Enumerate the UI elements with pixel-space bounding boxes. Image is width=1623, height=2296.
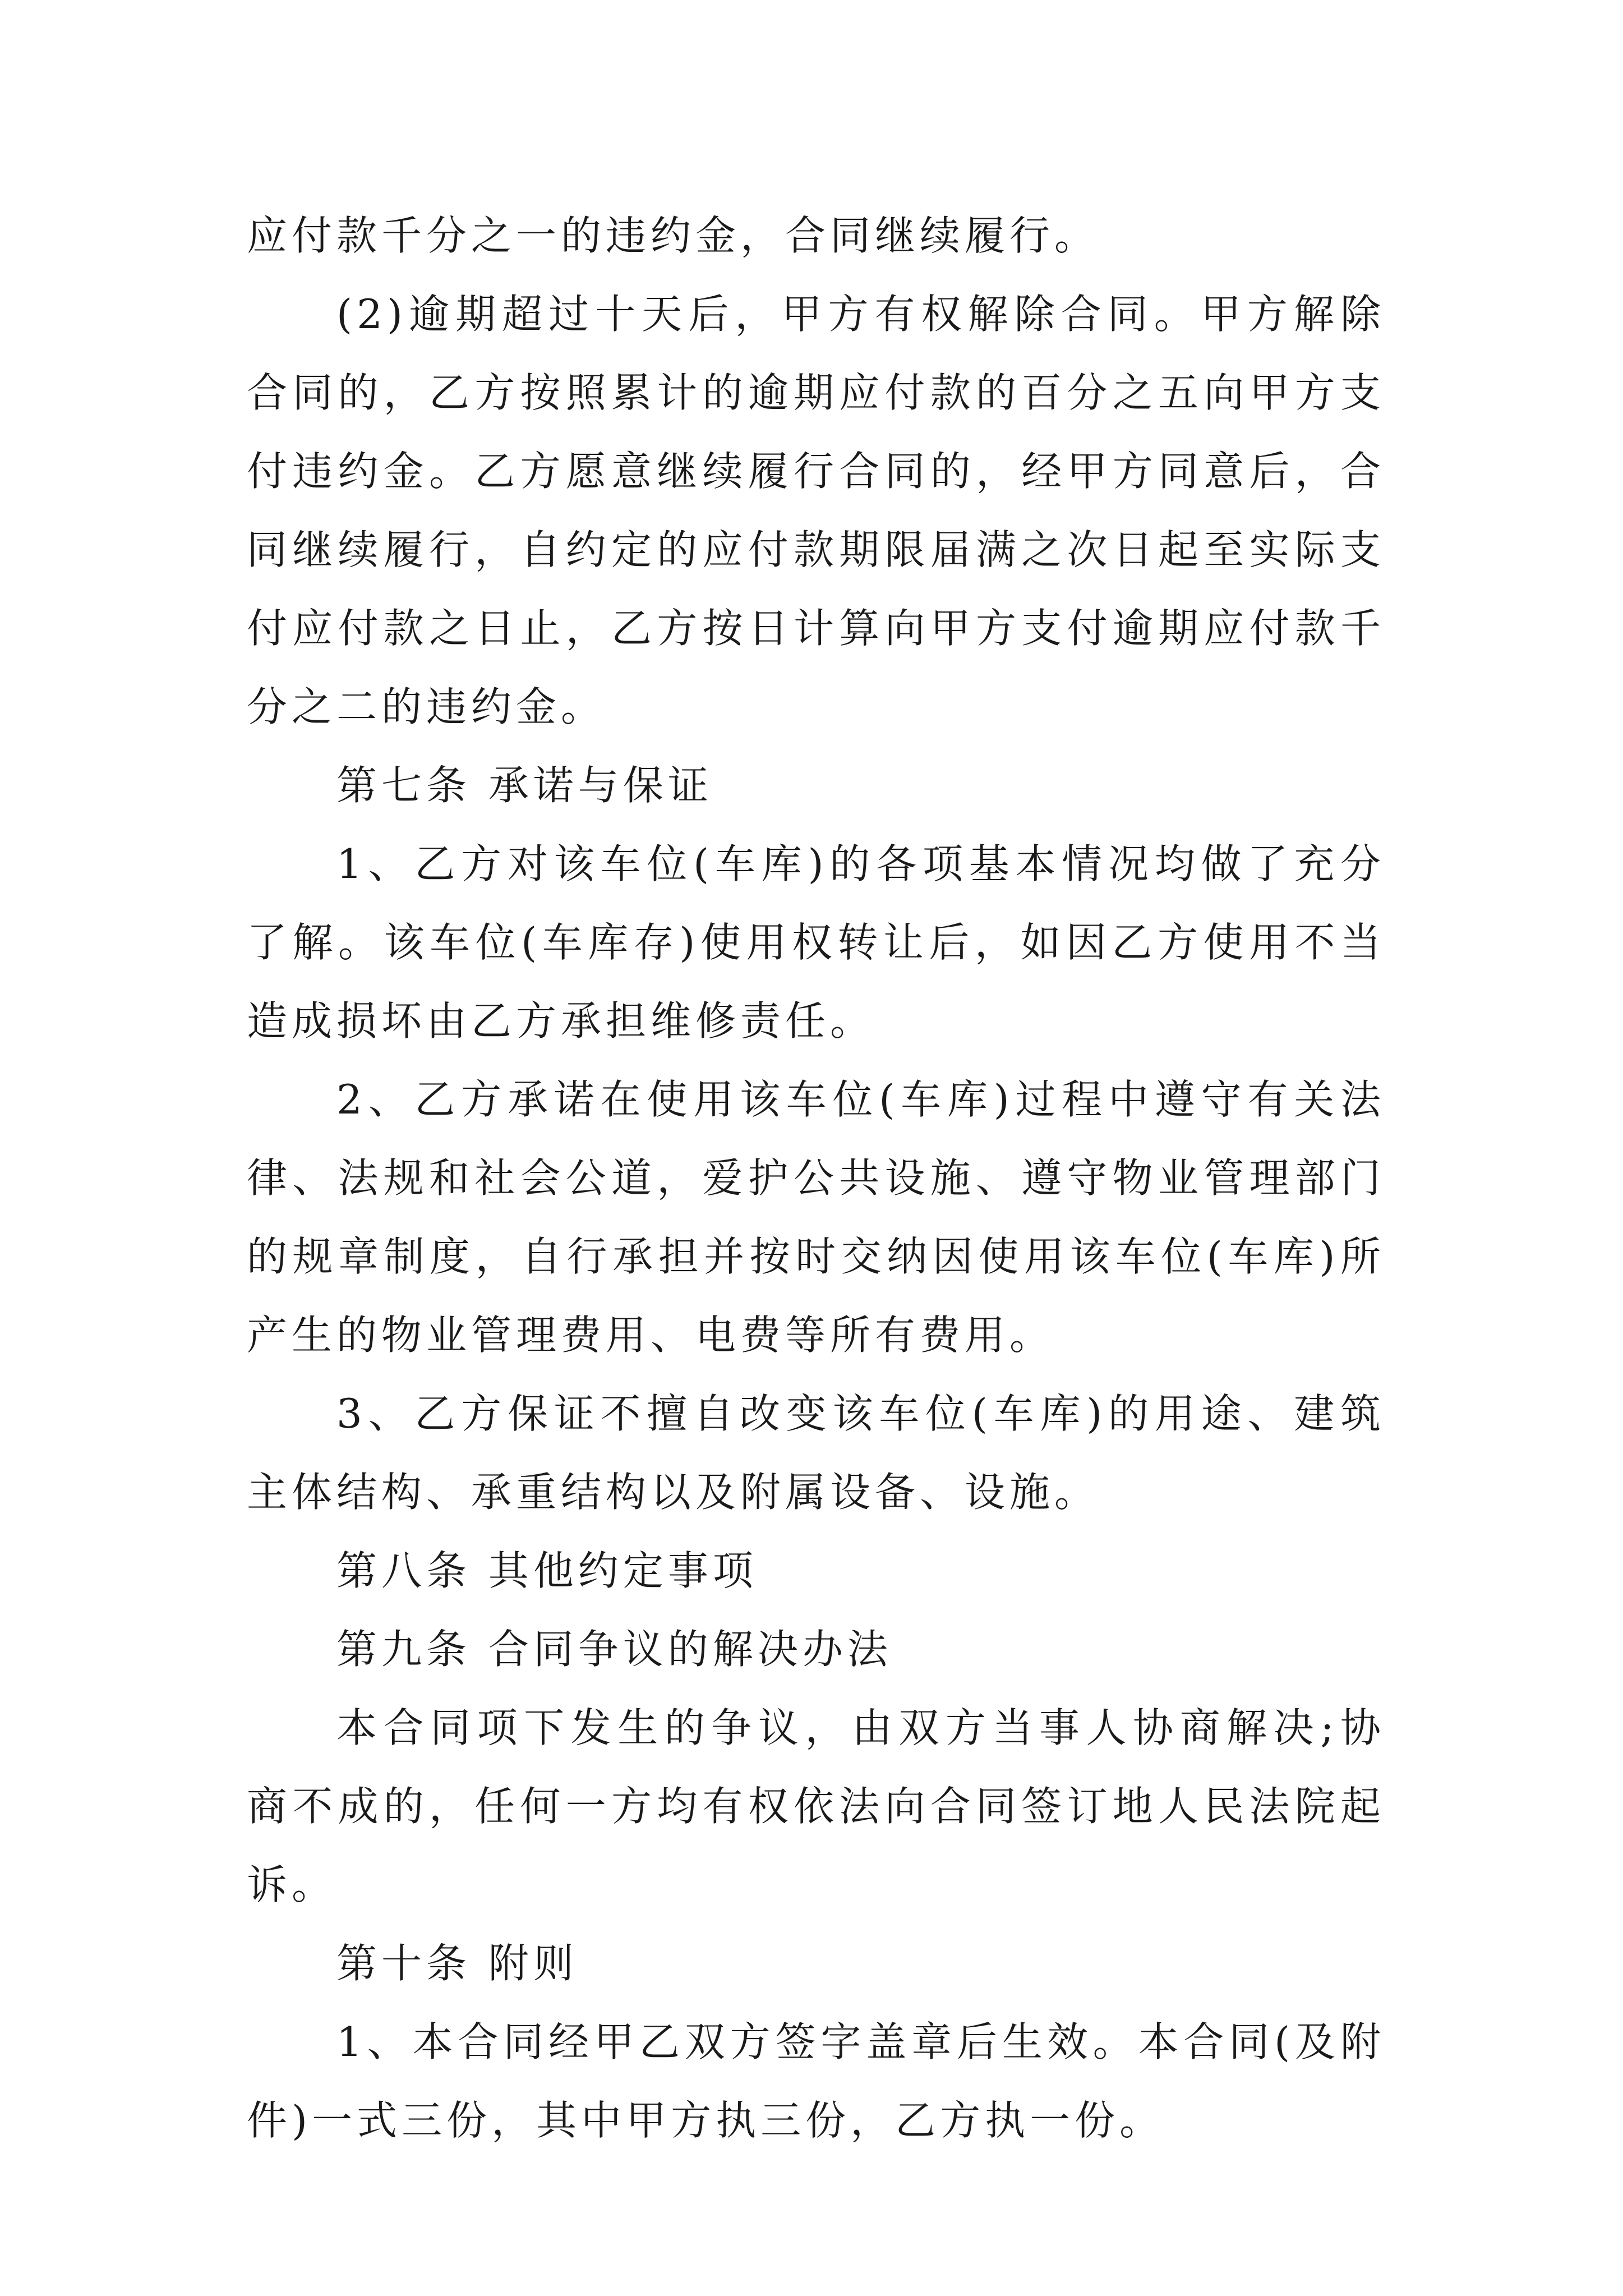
paragraph-article-7-item-1: 1、乙方对该车位(车库)的各项基本情况均做了充分了解。该车位(车库存)使用权转让后，如因乙方使用不当造成损坏由乙方承担维修责任。 bbox=[247, 840, 1385, 1045]
paragraph-article-7-item-3: 3、乙方保证不擅自改变该车位(车库)的用途、建筑主体结构、承重结构以及附属设备、设施。 bbox=[247, 1390, 1385, 1516]
paragraph-overdue-clause: (2)逾期超过十天后，甲方有权解除合同。甲方解除合同的，乙方按照累计的逾期应付款的百分之五向甲方支付违约金。乙方愿意继续履行合同的，经甲方同意后，合同继续履行，自约定的应付款期限届满之次日起至实际支付应付款之日止，乙方按日计算向甲方支付逾期应付款千分之二的违约金。 bbox=[247, 291, 1385, 730]
section-heading-article-8: 第八条 其他约定事项 bbox=[336, 1547, 758, 1594]
document-body bbox=[247, 196, 1385, 2160]
paragraph-article-7-item-2: 2、乙方承诺在使用该车位(车库)过程中遵守有关法律、法规和社会公道，爱护公共设施、遵守物业管理部门的规章制度，自行承担并按时交纳因使用该车位(车库)所产生的物业管理费用、电费等所有费用。 bbox=[247, 1076, 1385, 1359]
paragraph-article-10-item-1: 1、本合同经甲乙双方签字盖章后生效。本合同(及附件)一式三份，其中甲方执三份，乙方执一份。 bbox=[247, 2018, 1385, 2144]
paragraph-continuation: 应付款千分之一的违约金，合同继续履行。 bbox=[247, 212, 1100, 259]
section-heading-article-7: 第七条 承诺与保证 bbox=[336, 762, 713, 809]
section-heading-article-9: 第九条 合同争议的解决办法 bbox=[336, 1626, 892, 1673]
paragraph-article-9-body: 本合同项下发生的争议，由双方当事人协商解决;协商不成的，任何一方均有权依法向合同签订地人民法院起诉。 bbox=[247, 1704, 1385, 1908]
section-heading-article-10: 第十条 附则 bbox=[336, 1940, 578, 1987]
